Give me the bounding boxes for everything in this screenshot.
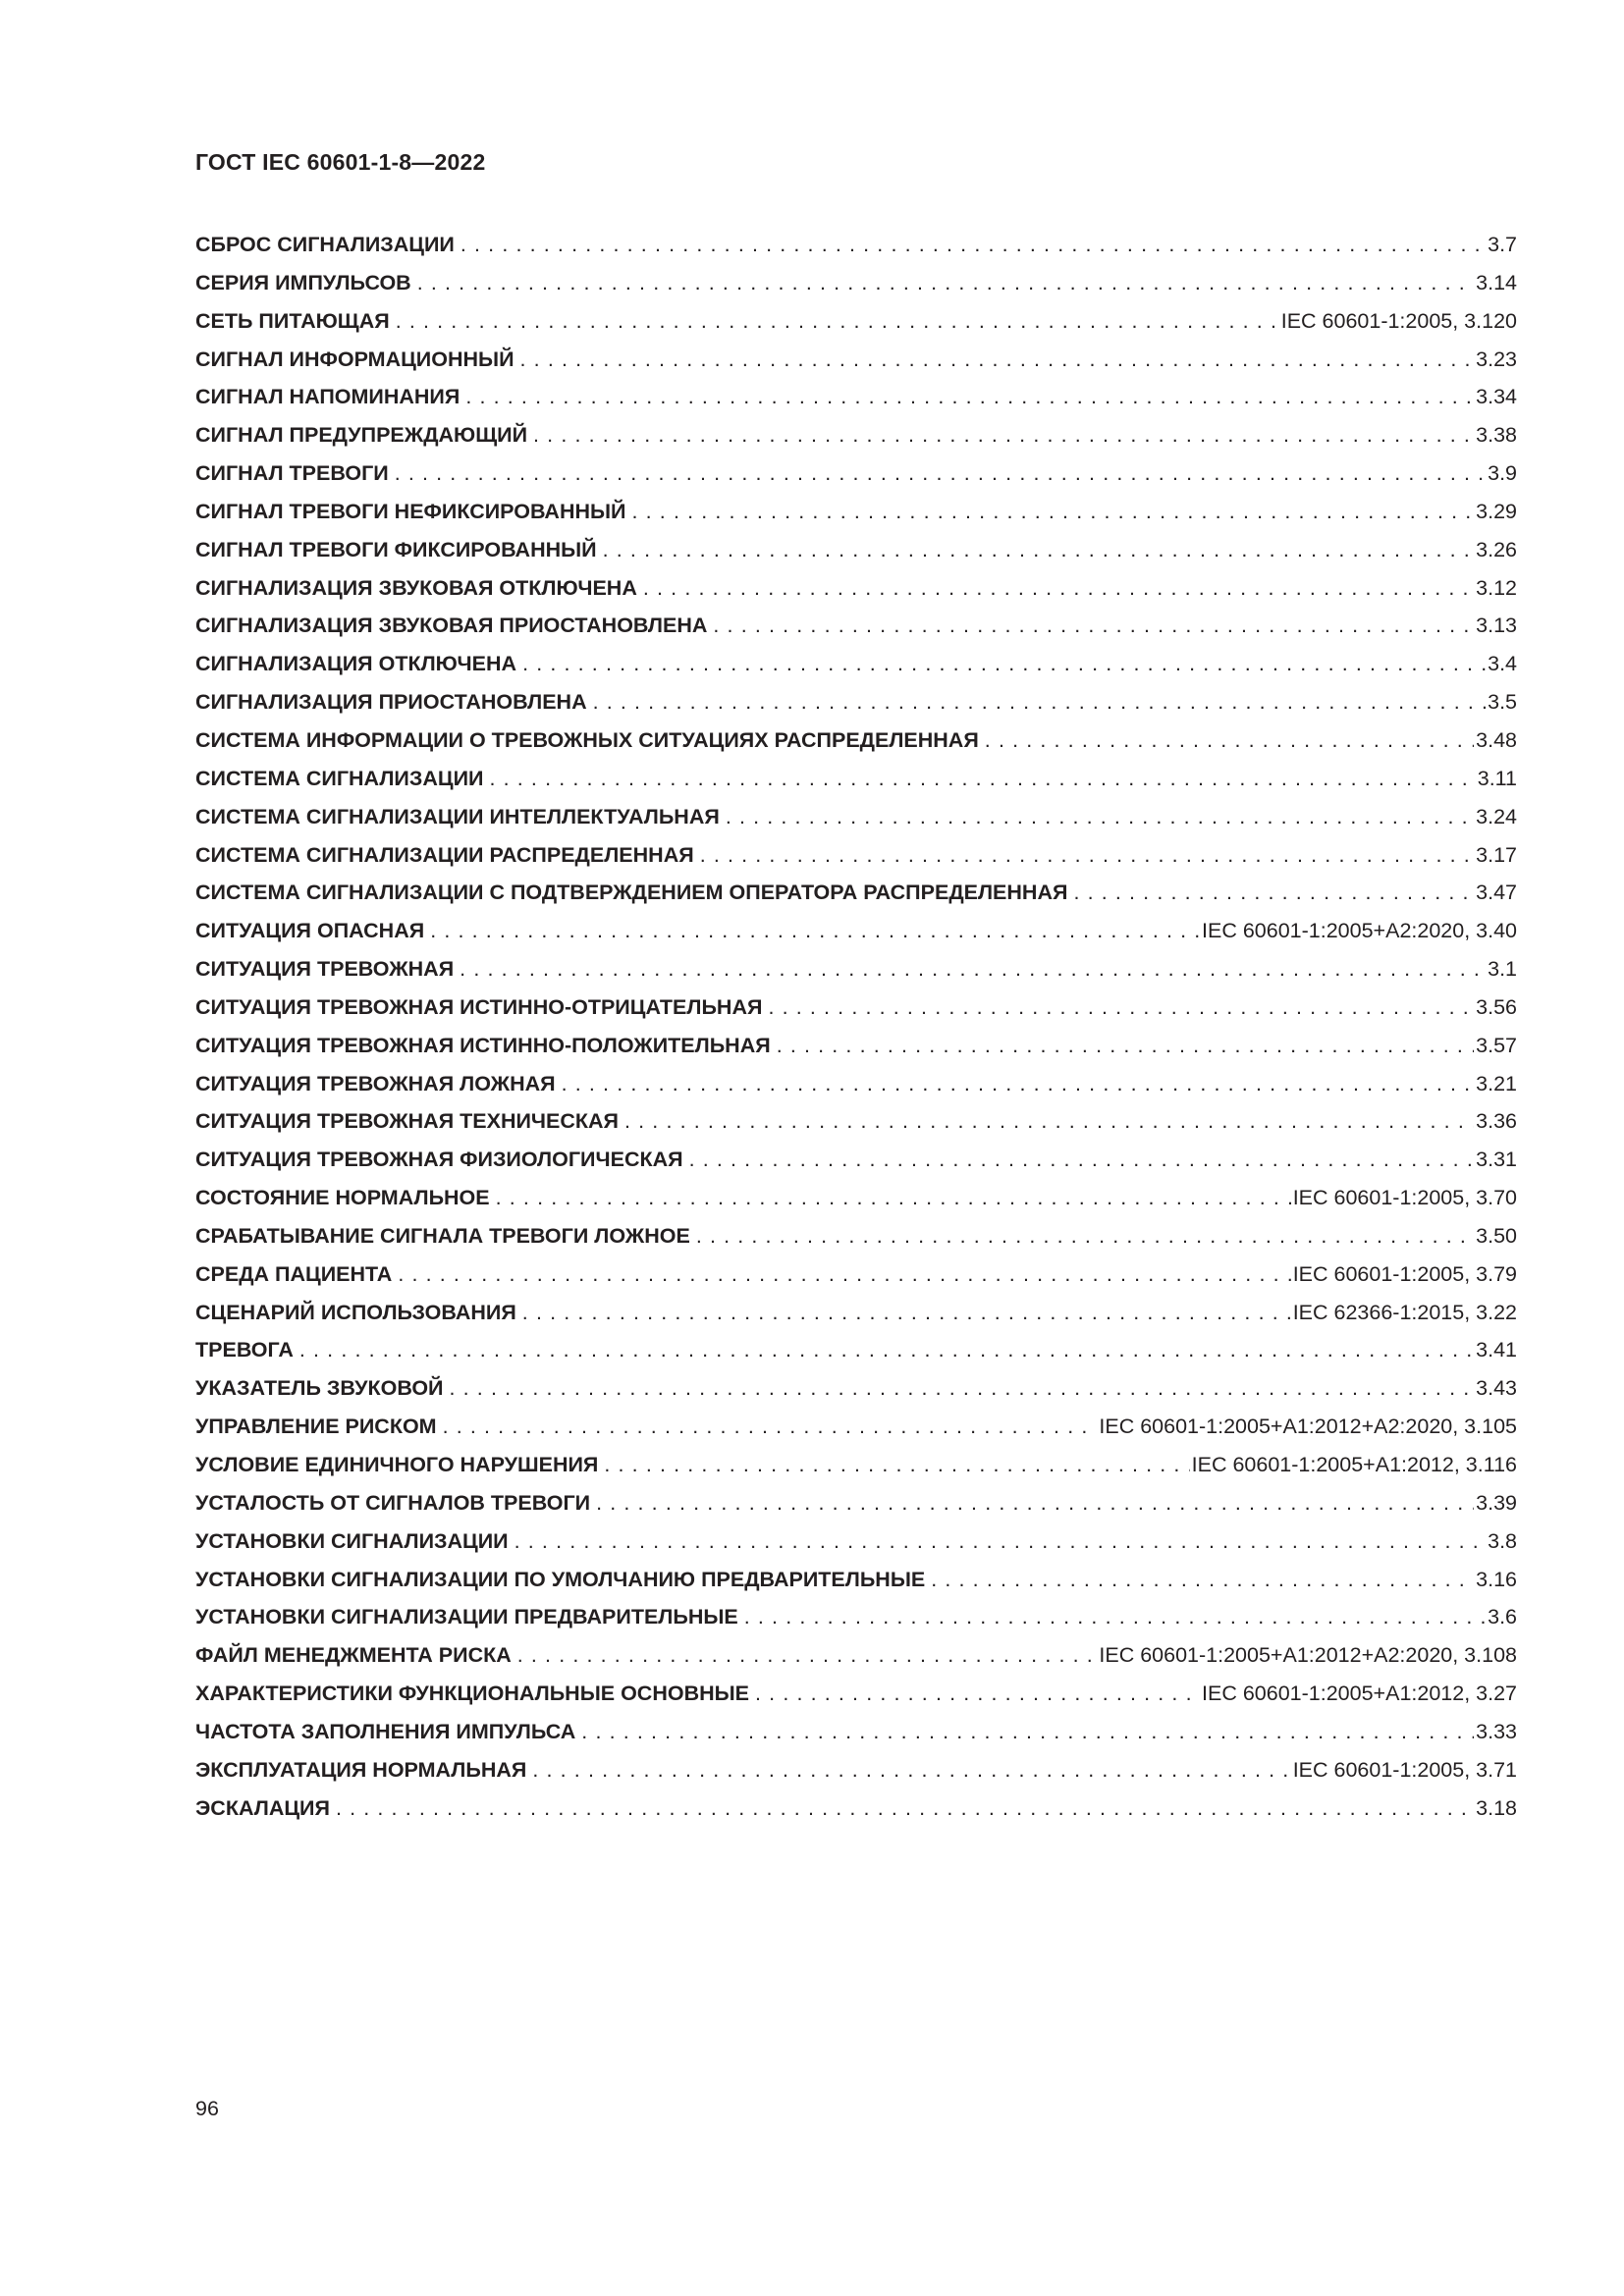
index-term: СИТУАЦИЯ ТРЕВОЖНАЯ ИСТИННО-ПОЛОЖИТЕЛЬНАЯ — [195, 1033, 771, 1057]
index-entry — [195, 1598, 1517, 1636]
index-entry — [195, 378, 1517, 416]
dot-leader — [603, 531, 1475, 569]
index-entry — [195, 607, 1517, 645]
index-entry — [195, 493, 1517, 531]
index-term: СИГНАЛ ТРЕВОГИ НЕФИКСИРОВАННЫЙ — [195, 499, 626, 523]
index-reference: IEC 60601-1:2005+A1:2012+A2:2020, 3.108 — [1099, 1643, 1517, 1668]
index-reference: 3.4 — [1488, 652, 1517, 676]
index-reference: 3.21 — [1476, 1071, 1517, 1095]
dot-leader — [596, 1484, 1474, 1522]
index-entry — [195, 721, 1517, 760]
dot-leader — [643, 569, 1474, 608]
index-entry — [195, 1331, 1517, 1369]
index-entry — [195, 645, 1517, 683]
dot-leader — [398, 1255, 1290, 1294]
index-entry — [195, 836, 1517, 875]
document-header: ГОСТ IEC 60601-1-8—2022 — [195, 149, 486, 175]
dot-leader — [562, 1065, 1475, 1103]
index-entry — [195, 874, 1517, 912]
index-term: УСТАНОВКИ СИГНАЛИЗАЦИИ — [195, 1528, 509, 1553]
dot-leader — [430, 912, 1200, 950]
index-entry — [195, 760, 1517, 798]
index-entry — [195, 1713, 1517, 1751]
dot-leader — [777, 1027, 1474, 1065]
dot-leader — [713, 607, 1474, 645]
dot-leader — [532, 1751, 1290, 1789]
index-reference: 3.24 — [1476, 804, 1517, 828]
index-reference: IEC 60601-1:2005, 3.71 — [1292, 1757, 1517, 1782]
index-term: ЭСКАЛАЦИЯ — [195, 1795, 330, 1820]
index-term: СИГНАЛ ТРЕВОГИ ФИКСИРОВАННЫЙ — [195, 537, 597, 561]
dot-leader — [395, 454, 1486, 493]
index-entry — [195, 454, 1517, 493]
dot-leader — [624, 1102, 1474, 1141]
index-reference: 3.13 — [1476, 614, 1517, 638]
index-term: СИГНАЛ ИНФОРМАЦИОННЫЙ — [195, 347, 514, 371]
index-entry — [195, 1446, 1517, 1484]
index-reference: 3.31 — [1476, 1148, 1517, 1172]
index-term: СИСТЕМА ИНФОРМАЦИИ О ТРЕВОЖНЫХ СИТУАЦИЯХ РАСПРЕДЕЛЕННАЯ — [195, 727, 979, 752]
index-entry — [195, 1789, 1517, 1828]
dot-leader — [520, 341, 1475, 379]
index-term: ХАРАКТЕРИСТИКИ ФУНКЦИОНАЛЬНЫЕ ОСНОВНЫЕ — [195, 1682, 750, 1706]
index-term: ТРЕВОГА — [195, 1338, 294, 1362]
index-reference: 3.33 — [1476, 1719, 1517, 1743]
index-reference: IEC 60601-1:2005+A1:2012, 3.116 — [1191, 1453, 1517, 1476]
dot-leader — [768, 988, 1474, 1027]
index-entry — [195, 569, 1517, 608]
index-term: СРЕДА ПАЦИЕНТА — [195, 1261, 393, 1286]
index-term: СИГНАЛИЗАЦИЯ ПРИОСТАНОВЛЕНА — [195, 690, 587, 715]
index-term: СИГНАЛИЗАЦИЯ ЗВУКОВАЯ ПРИОСТАНОВЛЕНА — [195, 614, 708, 638]
index-reference: IEC 60601-1:2005, 3.120 — [1280, 308, 1517, 333]
index-reference: IEC 60601-1:2005+A1:2012+A2:2020, 3.105 — [1099, 1415, 1517, 1439]
index-entry — [195, 1255, 1517, 1294]
index-reference: IEC 60601-1:2005+A2:2020, 3.40 — [1202, 919, 1517, 943]
dot-leader — [700, 836, 1474, 875]
dot-leader — [581, 1713, 1474, 1751]
index-reference: 3.17 — [1476, 842, 1517, 867]
dot-leader — [489, 760, 1475, 798]
dot-leader — [604, 1446, 1189, 1484]
index-term: СБРОС СИГНАЛИЗАЦИИ — [195, 233, 455, 256]
index-reference: 3.50 — [1476, 1223, 1517, 1248]
index-term: СИСТЕМА СИГНАЛИЗАЦИИ С ПОДТВЕРЖДЕНИЕМ ОПЕРАТОРА РАСПРЕДЕЛЕННАЯ — [195, 881, 1068, 905]
index-term: ФАЙЛ МЕНЕДЖМЕНТА РИСКА — [195, 1643, 512, 1668]
dot-leader — [517, 1636, 1098, 1675]
index-term: СИТУАЦИЯ ОПАСНАЯ — [195, 919, 425, 943]
index-entry — [195, 1027, 1517, 1065]
index-entry — [195, 264, 1517, 302]
index-term: СИТУАЦИЯ ТРЕВОЖНАЯ ФИЗИОЛОГИЧЕСКАЯ — [195, 1148, 683, 1172]
index-reference: 3.38 — [1476, 423, 1517, 448]
index-entry — [195, 1522, 1517, 1561]
index-term: СИТУАЦИЯ ТРЕВОЖНАЯ ТЕХНИЧЕСКАЯ — [195, 1109, 620, 1134]
dot-leader — [522, 1294, 1291, 1332]
dot-leader — [417, 264, 1474, 302]
index-term: ЭКСПЛУАТАЦИЯ НОРМАЛЬНАЯ — [195, 1757, 527, 1782]
index-term: СИСТЕМА СИГНАЛИЗАЦИИ — [195, 766, 484, 790]
index-term: СИГНАЛИЗАЦИЯ ЗВУКОВАЯ ОТКЛЮЧЕНА — [195, 575, 637, 600]
dot-leader — [450, 1369, 1475, 1408]
index-term: СЕТЬ ПИТАЮЩАЯ — [195, 308, 390, 333]
index-reference: 3.16 — [1476, 1567, 1517, 1591]
index-entry — [195, 531, 1517, 569]
dot-leader — [443, 1408, 1098, 1446]
index-reference: 3.14 — [1476, 270, 1517, 294]
index-reference: 3.9 — [1488, 461, 1517, 486]
index-entry — [195, 1484, 1517, 1522]
index-reference: 3.34 — [1476, 385, 1517, 409]
index-reference: 3.26 — [1476, 537, 1517, 561]
index-term: СИСТЕМА СИГНАЛИЗАЦИИ РАСПРЕДЕЛЕННАЯ — [195, 842, 694, 867]
page-number: 96 — [195, 2097, 219, 2120]
index-reference: 3.47 — [1476, 881, 1517, 905]
dot-leader — [755, 1675, 1200, 1713]
dot-leader — [593, 683, 1487, 721]
index-reference: 3.39 — [1476, 1490, 1517, 1515]
index-reference: IEC 60601-1:2005+A1:2012, 3.27 — [1202, 1682, 1517, 1706]
dot-leader — [299, 1331, 1474, 1369]
index-reference: 3.43 — [1476, 1376, 1517, 1401]
index-term: СИСТЕМА СИГНАЛИЗАЦИИ ИНТЕЛЛЕКТУАЛЬНАЯ — [195, 804, 720, 828]
index-reference: 3.48 — [1476, 727, 1517, 752]
index-reference: 3.12 — [1476, 575, 1517, 600]
index-reference: 3.11 — [1477, 766, 1517, 790]
index-term: УСТАЛОСТЬ ОТ СИГНАЛОВ ТРЕВОГИ — [195, 1490, 591, 1515]
dot-leader — [1073, 874, 1474, 912]
index-entry — [195, 1217, 1517, 1255]
index-term: СИГНАЛ ТРЕВОГИ — [195, 461, 389, 486]
dot-leader — [726, 798, 1474, 836]
alphabetical-index — [195, 226, 1517, 1827]
index-term: СЦЕНАРИЙ ИСПОЛЬЗОВАНИЯ — [195, 1300, 516, 1324]
index-entry — [195, 798, 1517, 836]
index-entry — [195, 1294, 1517, 1332]
index-entry — [195, 1561, 1517, 1599]
index-term: УСЛОВИЕ ЕДИНИЧНОГО НАРУШЕНИЯ — [195, 1453, 599, 1476]
index-entry — [195, 1636, 1517, 1675]
index-term: УСТАНОВКИ СИГНАЛИЗАЦИИ ПРЕДВАРИТЕЛЬНЫЕ — [195, 1605, 738, 1629]
index-entry — [195, 1102, 1517, 1141]
index-entry — [195, 341, 1517, 379]
index-term: УПРАВЛЕНИЕ РИСКОМ — [195, 1415, 437, 1439]
index-entry — [195, 950, 1517, 988]
dot-leader — [931, 1561, 1474, 1599]
index-entry — [195, 1675, 1517, 1713]
index-reference: 3.23 — [1476, 347, 1517, 371]
index-entry — [195, 302, 1517, 341]
index-entry — [195, 1369, 1517, 1408]
index-term: СОСТОЯНИЕ НОРМАЛЬНОЕ — [195, 1186, 490, 1210]
dot-leader — [496, 1179, 1291, 1217]
dot-leader — [336, 1789, 1474, 1828]
index-entry — [195, 683, 1517, 721]
index-entry — [195, 1751, 1517, 1789]
dot-leader — [522, 645, 1486, 683]
index-reference: 3.5 — [1488, 690, 1517, 715]
index-reference: 3.7 — [1488, 233, 1517, 256]
index-entry — [195, 988, 1517, 1027]
index-term: СИГНАЛ ПРЕДУПРЕЖДАЮЩИЙ — [195, 423, 528, 448]
index-reference: 3.6 — [1488, 1605, 1517, 1629]
index-term: СИГНАЛИЗАЦИЯ ОТКЛЮЧЕНА — [195, 652, 517, 676]
index-entry — [195, 226, 1517, 264]
dot-leader — [985, 721, 1474, 760]
index-entry — [195, 1408, 1517, 1446]
dot-leader — [696, 1217, 1474, 1255]
dot-leader — [514, 1522, 1486, 1561]
index-term: СЕРИЯ ИМПУЛЬСОВ — [195, 270, 411, 294]
index-entry — [195, 912, 1517, 950]
index-entry — [195, 1141, 1517, 1179]
index-term: УСТАНОВКИ СИГНАЛИЗАЦИИ ПО УМОЛЧАНИЮ ПРЕДВАРИТЕЛЬНЫЕ — [195, 1567, 926, 1591]
index-term: СИТУАЦИЯ ТРЕВОЖНАЯ — [195, 957, 455, 982]
dot-leader — [533, 416, 1474, 454]
index-term: ЧАСТОТА ЗАПОЛНЕНИЯ ИМПУЛЬСА — [195, 1719, 576, 1743]
dot-leader — [460, 226, 1486, 264]
index-reference: IEC 62366-1:2015, 3.22 — [1292, 1300, 1517, 1324]
index-term: СИТУАЦИЯ ТРЕВОЖНАЯ ИСТИННО-ОТРИЦАТЕЛЬНАЯ — [195, 994, 763, 1019]
dot-leader — [689, 1141, 1475, 1179]
index-reference: 3.36 — [1476, 1109, 1517, 1134]
dot-leader — [460, 950, 1486, 988]
index-reference: 3.29 — [1476, 499, 1517, 523]
index-entry — [195, 1179, 1517, 1217]
index-term: СИГНАЛ НАПОМИНАНИЯ — [195, 385, 460, 409]
index-entry — [195, 1065, 1517, 1103]
index-term: СРАБАТЫВАНИЕ СИГНАЛА ТРЕВОГИ ЛОЖНОЕ — [195, 1223, 690, 1248]
index-reference: 3.8 — [1488, 1528, 1517, 1553]
index-reference: 3.56 — [1476, 994, 1517, 1019]
index-reference: IEC 60601-1:2005, 3.70 — [1292, 1186, 1517, 1210]
index-reference: 3.1 — [1488, 957, 1517, 982]
dot-leader — [465, 378, 1474, 416]
index-reference: 3.41 — [1476, 1338, 1517, 1362]
index-term: УКАЗАТЕЛЬ ЗВУКОВОЙ — [195, 1376, 444, 1401]
index-term: СИТУАЦИЯ ТРЕВОЖНАЯ ЛОЖНАЯ — [195, 1071, 556, 1095]
dot-leader — [744, 1598, 1486, 1636]
index-reference: 3.57 — [1476, 1033, 1517, 1057]
index-reference: 3.18 — [1476, 1795, 1517, 1820]
dot-leader — [632, 493, 1475, 531]
index-reference: IEC 60601-1:2005, 3.79 — [1292, 1261, 1517, 1286]
index-entry — [195, 416, 1517, 454]
dot-leader — [396, 302, 1279, 341]
